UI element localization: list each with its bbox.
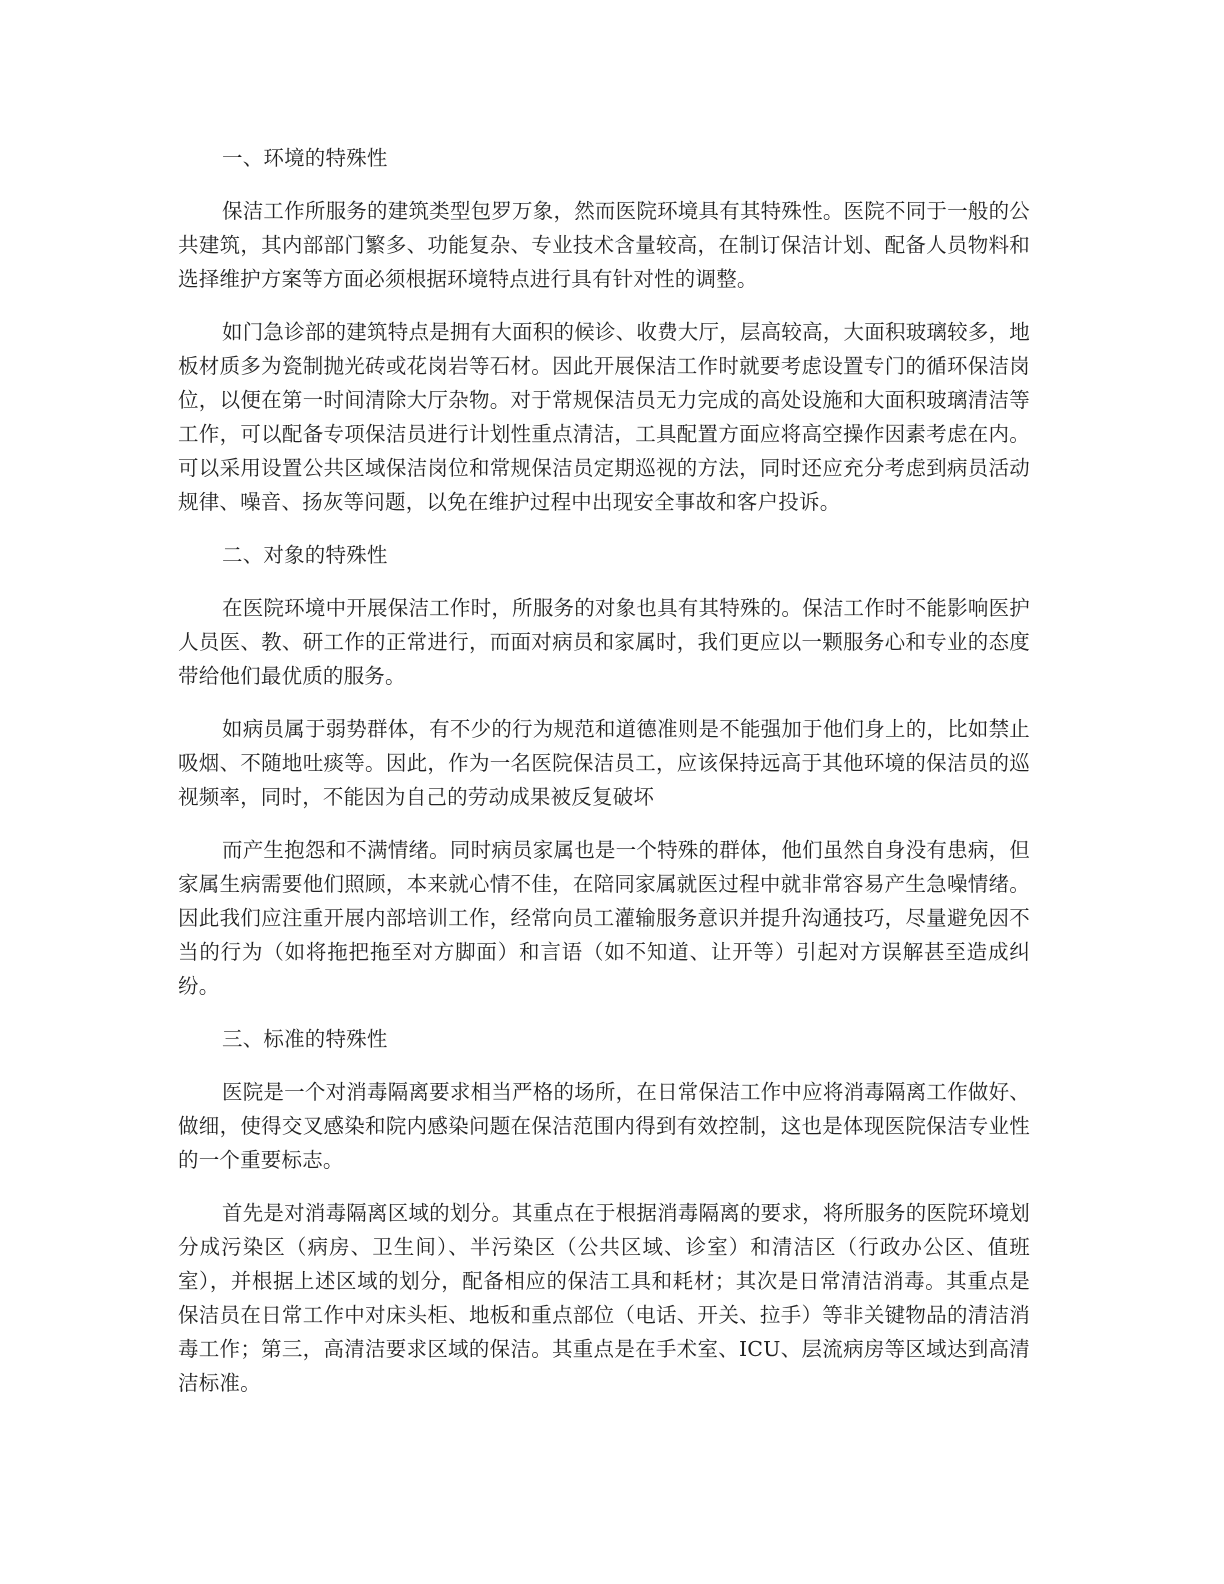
- section-heading-environment: 一、环境的特殊性: [222, 146, 388, 170]
- spacer: [178, 1177, 1030, 1196]
- spacer: [178, 1056, 1030, 1075]
- spacer: [178, 519, 1030, 538]
- spacer: [178, 572, 1030, 591]
- paragraph: 在医院环境中开展保洁工作时，所服务的对象也具有其特殊的。保洁工作时不能影响医护人员医、教、研工作的正常进行，而面对病员和家属时，我们更应以一颗服务心和专业的态度带给他们最优质的服务。: [178, 596, 1030, 688]
- paragraph: 如门急诊部的建筑特点是拥有大面积的候诊、收费大厅，层高较高，大面积玻璃较多，地板材质多为瓷制抛光砖或花岗岩等石材。因此开展保洁工作时就要考虑设置专门的循环保洁岗位，以便在第一时间清除大厅杂物。对于常规保洁员无力完成的高处设施和大面积玻璃清洁等工作，可以配备专项保洁员进行计划性重点清洁，工具配置方面应将高空操作因素考虑在内。可以采用设置公共区域保洁岗位和常规保洁员定期巡视的方法，同时还应充分考虑到病员活动规律、噪音、扬灰等问题，以免在维护过程中出现安全事故和客户投诉。: [178, 320, 1030, 514]
- paragraph: 保洁工作所服务的建筑类型包罗万象，然而医院环境具有其特殊性。医院不同于一般的公共建筑，其内部部门繁多、功能复杂、专业技术含量较高，在制订保洁计划、配备人员物料和选择维护方案等方面必须根据环境特点进行具有针对性的调整。: [178, 199, 1030, 291]
- spacer: [178, 296, 1030, 315]
- section-heading-object: 二、对象的特殊性: [222, 543, 388, 567]
- spacer: [178, 1003, 1030, 1022]
- paragraph: 如病员属于弱势群体，有不少的行为规范和道德准则是不能强加于他们身上的，比如禁止吸烟、不随地吐痰等。因此，作为一名医院保洁员工，应该保持远高于其他环境的保洁员的巡视频率，同时，不能因为自己的劳动成果被反复破坏: [178, 717, 1030, 809]
- spacer: [178, 814, 1030, 833]
- spacer: [178, 693, 1030, 712]
- spacer: [178, 175, 1030, 194]
- document-body: [178, 141, 1030, 1400]
- section-heading-standard: 三、标准的特殊性: [222, 1027, 388, 1051]
- paragraph: 首先是对消毒隔离区域的划分。其重点在于根据消毒隔离的要求，将所服务的医院环境划分成污染区（病房、卫生间）、半污染区（公共区域、诊室）和清洁区（行政办公区、值班室），并根据上述区域的划分，配备相应的保洁工具和耗材；其次是日常清洁消毒。其重点是保洁员在日常工作中对床头柜、地板和重点部位（电话、开关、拉手）等非关键物品的清洁消毒工作；第三，高清洁要求区域的保洁。其重点是在手术室、ICU、层流病房等区域达到高清洁标准。: [178, 1201, 1030, 1395]
- paragraph: 医院是一个对消毒隔离要求相当严格的场所，在日常保洁工作中应将消毒隔离工作做好、做细，使得交叉感染和院内感染问题在保洁范围内得到有效控制，这也是体现医院保洁专业性的一个重要标志。: [178, 1080, 1030, 1172]
- paragraph: 而产生抱怨和不满情绪。同时病员家属也是一个特殊的群体，他们虽然自身没有患病，但家属生病需要他们照顾，本来就心情不佳，在陪同家属就医过程中就非常容易产生急噪情绪。因此我们应注重开展内部培训工作，经常向员工灌输服务意识并提升沟通技巧，尽量避免因不当的行为（如将拖把拖至对方脚面）和言语（如不知道、让开等）引起对方误解甚至造成纠纷。: [178, 838, 1030, 998]
